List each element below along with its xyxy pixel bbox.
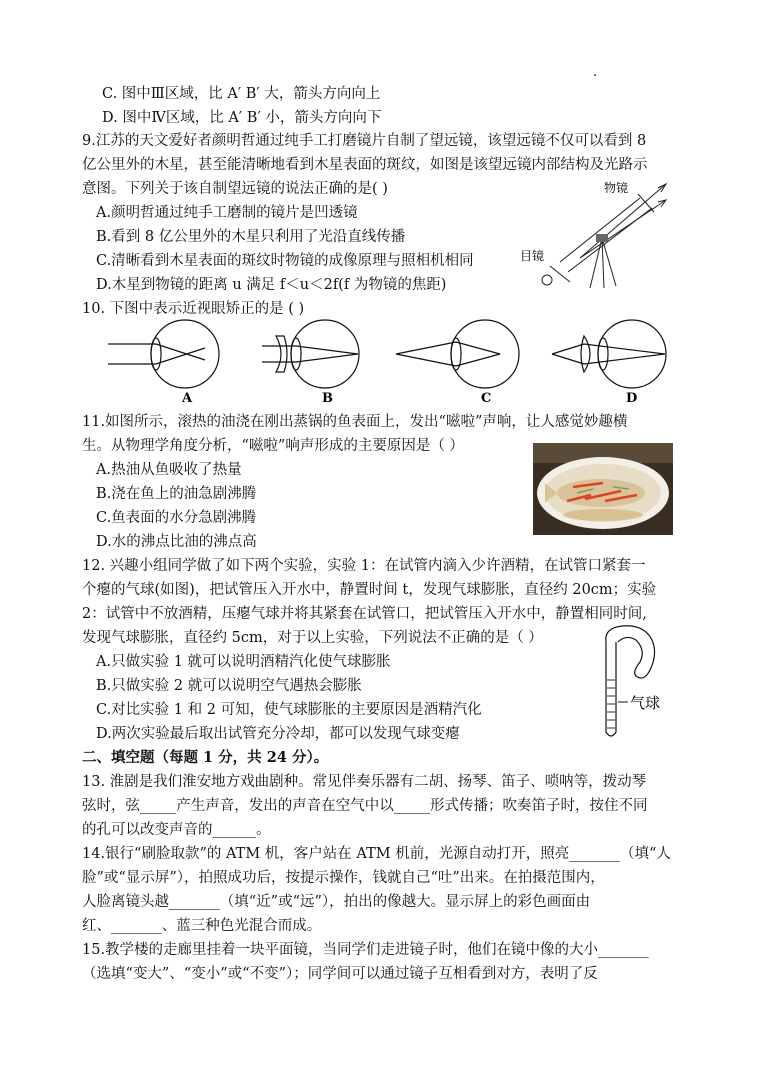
eye-diagrams <box>100 318 680 408</box>
eye-label-d: D <box>626 391 638 406</box>
q12-option-d: D.两次实验最后取出试管充分冷却，都可以发现气球变瘪 <box>96 726 460 742</box>
q9-stem-line: 9.江苏的天文爱好者颜明哲通过纯手工打磨镜片自制了望远镜，该望远镜不仅可以看到 8 <box>82 133 647 149</box>
q8-option-d: D. 图中Ⅳ区域，比 A′ B′ 小，箭头方向向下 <box>102 110 382 126</box>
q14-line: 脸”或“显示屏”），拍照成功后，按提示操作，钱就自己“吐”出来。在拍摄范围内， <box>82 870 605 886</box>
balloon-label: 气球 <box>630 694 661 712</box>
q11-option-a: A.热油从鱼吸收了热量 <box>96 462 242 478</box>
q9-option-b: B.看到 8 亿公里外的木星只利用了光沿直线传播 <box>96 229 406 245</box>
q13-line: 弦时，弦_____产生声音，发出的声音在空气中以_____形式传播；吹奏笛子时，按住不同 <box>82 798 648 814</box>
q9-option-a: A.颜明哲通过纯手工磨制的镜片是凹透镜 <box>96 205 358 221</box>
section-title: 二、填空题（每题 1 分，共 24 分）。 <box>82 749 329 766</box>
q13-line: 的孔可以改变声音的______。 <box>82 822 271 838</box>
q10-stem: 10. 下图中表示近视眼矫正的是 ( ) <box>82 301 305 317</box>
eyepiece-label: 目镜 <box>520 249 545 263</box>
q9-option-d: D.木星到物镜的距离 u 满足 f＜u＜2f(f 为物镜的焦距) <box>96 277 447 293</box>
q12-option-b: B.只做实验 2 就可以说明空气遇热会膨胀 <box>96 678 362 694</box>
q9-stem-line: 亿公里外的木星，甚至能清晰地看到木星表面的斑纹，如图是该望远镜内部结构及光路示 <box>82 157 648 173</box>
eye-label-c: C <box>481 391 492 406</box>
test-tube-balloon-diagram <box>596 620 676 744</box>
telescope-diagram <box>520 178 670 290</box>
q12-stem-line: 个瘪的气球(如图)，把试管压入开水中，静置时间 t，发现气球膨胀，直径约 20cm；实验 <box>82 582 657 598</box>
q11-option-b: B.浇在鱼上的油急剧沸腾 <box>96 486 257 502</box>
eye-label-a: A <box>182 391 193 406</box>
q14-line: 人脸离镜头越_______（填“近”或“远”），拍出的像越大。显示屏上的彩色画面由 <box>82 894 591 910</box>
q12-option-a: A.只做实验 1 就可以说明酒精汽化使气球膨胀 <box>96 654 391 670</box>
objective-label: 物镜 <box>604 181 629 195</box>
q11-option-c: C.鱼表面的水分急剧沸腾 <box>96 510 257 526</box>
q11-stem-line: 11.如图所示，滚热的油浇在刚出蒸锅的鱼表面上，发出“嗞啦”声响，让人感觉妙趣横 <box>82 414 628 430</box>
q14-line: 红、_______、蓝三种色光混合而成。 <box>82 918 322 934</box>
steamed-fish-photo <box>533 443 673 535</box>
q13-line: 13. 淮剧是我们淮安地方戏曲剧种。常见伴奏乐器有二胡、扬琴、笛子、唢呐等，拨动琴 <box>82 774 647 790</box>
q12-stem-line: 发现气球膨胀，直径约 5cm，对于以上实验，下列说法不正确的是（ ） <box>82 630 543 646</box>
q12-stem-line: 12. 兴趣小组同学做了如下两个实验，实验 1：在试管内滴入少许酒精，在试管口紧套一 <box>82 558 646 574</box>
q8-option-c: C. 图中Ⅲ区域，比 A′ B′ 大，箭头方向向上 <box>102 86 381 102</box>
eye-label-b: B <box>322 391 333 406</box>
q12-option-c: C.对比实验 1 和 2 可知，使气球膨胀的主要原因是酒精汽化 <box>96 702 482 718</box>
q14-line: 14.银行“刷脸取款”的 ATM 机，客户站在 ATM 机前，光源自动打开，照亮_______（填“人 <box>82 846 671 862</box>
q11-stem-line: 生。从物理学角度分析，“嗞啦”响声形成的主要原因是（ ） <box>82 438 464 454</box>
q9-stem-line: 意图。下列关于该自制望远镜的说法正确的是( ) <box>82 181 388 197</box>
stray-dot <box>594 74 596 76</box>
q12-stem-line: 2：试管中不放酒精，压瘪气球并将其紧套在试管口，把试管压入开水中，静置相同时间, <box>82 606 647 622</box>
q15-line: （选填“变大”、“变小”或“不变”）；同学间可以通过镜子互相看到对方，表明了反 <box>82 966 598 982</box>
q15-line: 15.教学楼的走廊里挂着一块平面镜，当同学们走进镜子时，他们在镜中像的大小_______ <box>82 942 649 958</box>
q11-option-d: D.水的沸点比油的沸点高 <box>96 534 257 550</box>
q9-option-c: C.清晰看到木星表面的斑纹时物镜的成像原理与照相机相同 <box>96 253 474 269</box>
